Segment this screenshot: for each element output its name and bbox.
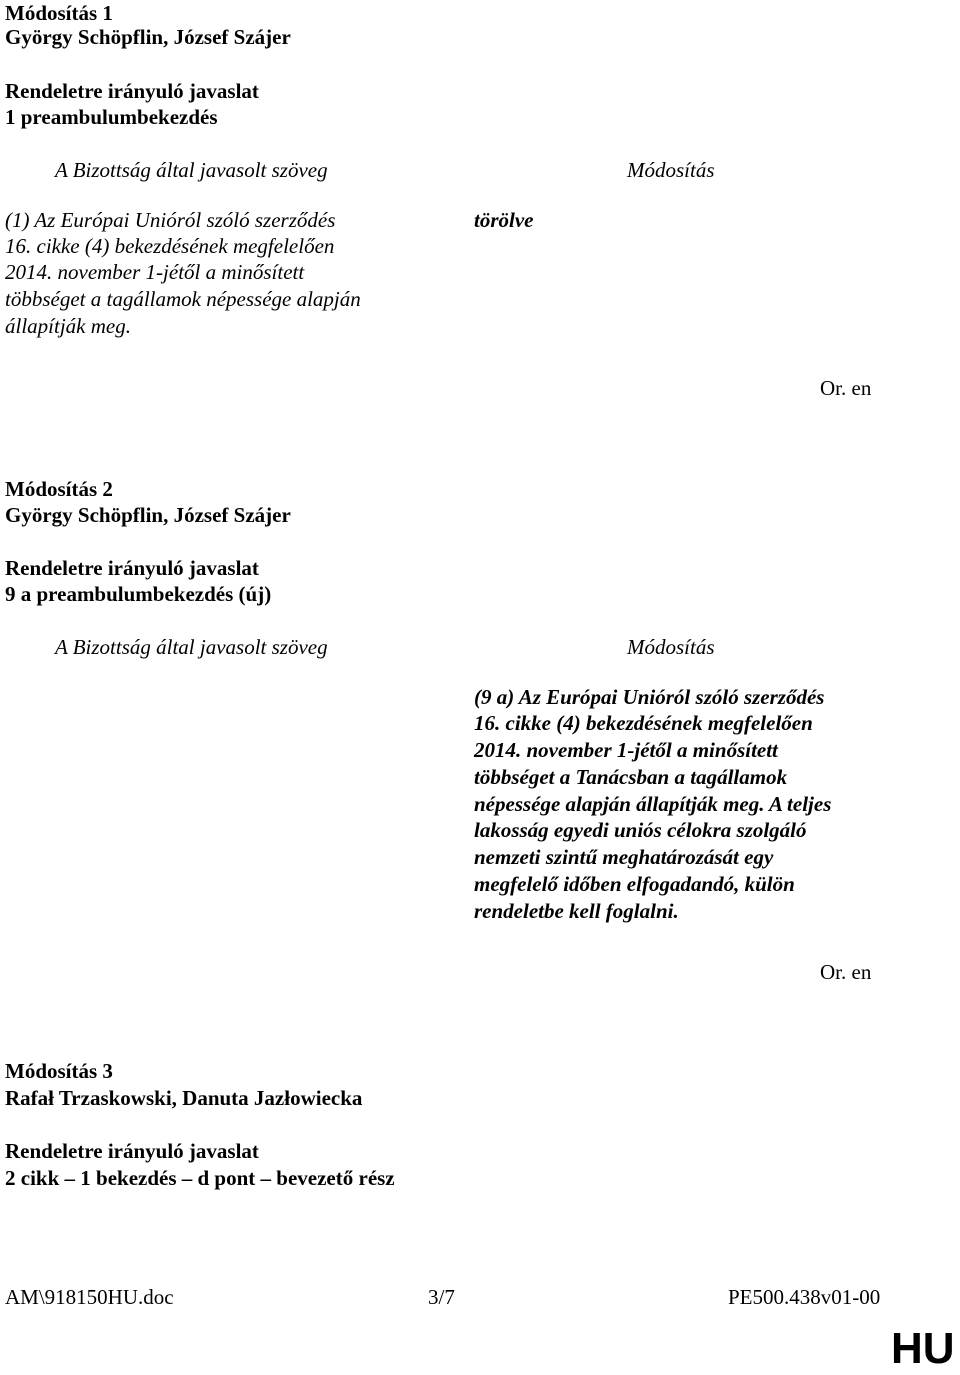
- amendment-2-right-line: többséget a Tanácsban a tagállamok: [474, 765, 788, 789]
- amendment-2-col-left-header: A Bizottság által javasolt szöveg: [55, 635, 328, 659]
- footer-page-number: 3/7: [428, 1285, 455, 1309]
- amendment-1-left-line: (1) Az Európai Unióról szóló szerződés: [5, 208, 336, 232]
- amendment-3-target: 2 cikk – 1 bekezdés – d pont – bevezető rész: [5, 1166, 395, 1190]
- footer-pe-reference: PE500.438v01-00: [728, 1285, 881, 1309]
- amendment-2-authors: György Schöpflin, József Szájer: [5, 503, 291, 527]
- amendment-2-right-line: rendeletbe kell foglalni.: [474, 899, 679, 923]
- amendment-1-left-line: állapítják meg.: [5, 314, 131, 338]
- amendment-1-left-line: többséget a tagállamok népessége alapján: [5, 287, 361, 311]
- amendment-1-authors: György Schöpflin, József Szájer: [5, 25, 291, 49]
- amendment-2-col-right-header: Módosítás: [627, 635, 715, 659]
- amendment-2-right-line: 2014. november 1-jétől a minősített: [474, 738, 778, 762]
- amendment-1-col-right-header: Módosítás: [627, 158, 715, 182]
- amendment-2-right-line: (9 a) Az Európai Unióról szóló szerződés: [474, 685, 825, 709]
- footer-doc-reference: AM\918150HU.doc: [5, 1285, 174, 1309]
- amendment-2-right-line: megfelelő időben elfogadandó, külön: [474, 872, 795, 896]
- amendment-2-doc-type: Rendeletre irányuló javaslat: [5, 556, 259, 580]
- amendment-3-number: Módosítás 3: [5, 1059, 113, 1083]
- amendment-2-target: 9 a preambulumbekezdés (új): [5, 582, 272, 606]
- amendment-1-deleted: törölve: [474, 208, 534, 232]
- amendment-2-number: Módosítás 2: [5, 477, 113, 501]
- amendment-3-authors: Rafał Trzaskowski, Danuta Jazłowiecka: [5, 1086, 363, 1110]
- footer-language-code: HU: [891, 1324, 955, 1373]
- amendment-1-col-left-header: A Bizottság által javasolt szöveg: [55, 158, 328, 182]
- amendment-1-target: 1 preambulumbekezdés: [5, 105, 218, 129]
- amendment-1-left-line: 16. cikke (4) bekezdésének megfelelően: [5, 234, 335, 258]
- amendment-1-original-language: Or. en: [820, 376, 872, 400]
- amendment-1-number: Módosítás 1: [5, 1, 113, 25]
- amendment-2-right-line: 16. cikke (4) bekezdésének megfelelően: [474, 711, 813, 735]
- amendment-1-left-line: 2014. november 1-jétől a minősített: [5, 260, 305, 284]
- amendment-2-right-line: népessége alapján állapítják meg. A teljes: [474, 792, 832, 816]
- amendment-2-right-line: nemzeti szintű meghatározását egy: [474, 845, 774, 869]
- amendment-3-doc-type: Rendeletre irányuló javaslat: [5, 1139, 259, 1163]
- amendment-2-right-line: lakosság egyedi uniós célokra szolgáló: [474, 818, 807, 842]
- amendment-1-doc-type: Rendeletre irányuló javaslat: [5, 79, 259, 103]
- amendment-2-original-language: Or. en: [820, 960, 872, 984]
